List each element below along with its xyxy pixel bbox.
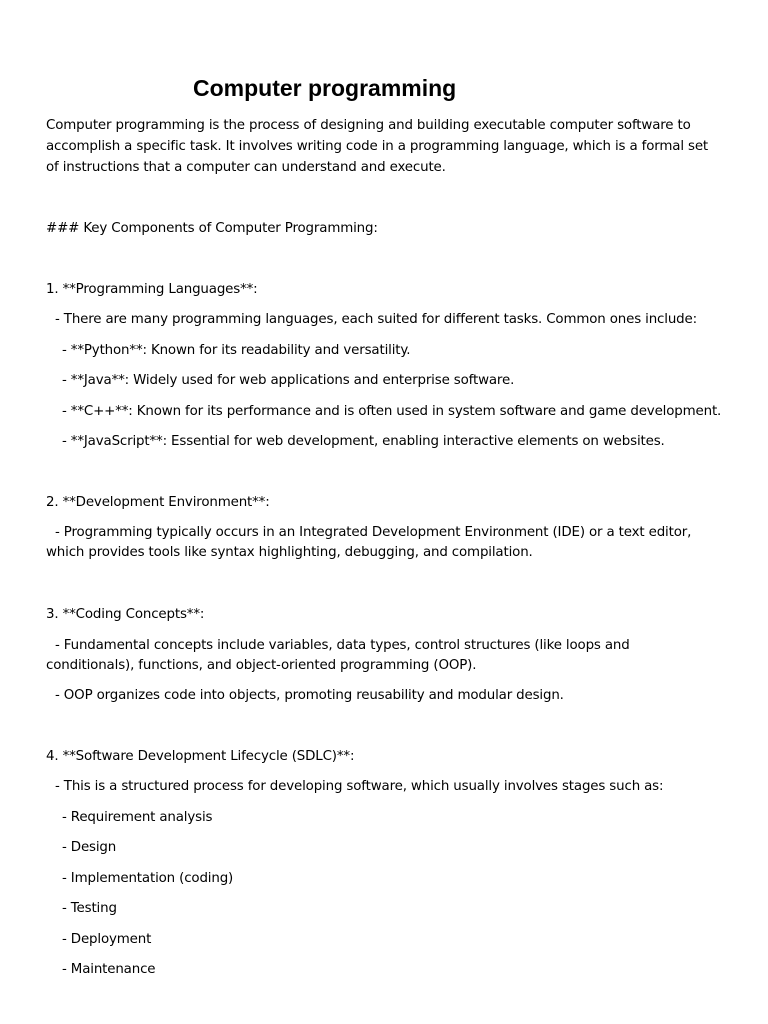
- section-heading: ### Key Components of Computer Programming:: [46, 221, 378, 236]
- environment-line-1: - Programming typically occurs in an Integrated Development Environment (IDE) or a text editor,: [55, 525, 692, 540]
- page-title: Computer programming: [193, 75, 457, 101]
- sdlc-stage: - Requirement analysis: [62, 810, 213, 825]
- sdlc-stage: - Testing: [62, 901, 117, 916]
- sdlc-stage: - Deployment: [62, 932, 152, 947]
- language-item-javascript: - **JavaScript**: Essential for web development, enabling interactive elements on websites.: [62, 434, 665, 449]
- language-item-cpp: - **C++**: Known for its performance and is often used in system software and game development.: [62, 404, 722, 419]
- concepts-line-1: - Fundamental concepts include variables, data types, control structures (like loops and: [55, 638, 630, 653]
- intro-line-3: of instructions that a computer can understand and execute.: [46, 160, 446, 175]
- concepts-heading: 3. **Coding Concepts**:: [46, 607, 205, 622]
- intro-line-1: Computer programming is the process of designing and building executable computer software to: [46, 118, 691, 133]
- intro-line-2: accomplish a specific task. It involves writing code in a programming language, which is a formal set: [46, 139, 709, 154]
- sdlc-stage: - Design: [62, 840, 117, 855]
- environment-heading: 2. **Development Environment**:: [46, 495, 270, 510]
- concepts-oop: - OOP organizes code into objects, promoting reusability and modular design.: [55, 688, 564, 703]
- sdlc-intro: - This is a structured process for developing software, which usually involves stages such as:: [55, 779, 664, 794]
- sdlc-heading: 4. **Software Development Lifecycle (SDLC)**:: [46, 749, 355, 764]
- sdlc-stage: - Implementation (coding): [62, 871, 234, 886]
- languages-heading: 1. **Programming Languages**:: [46, 282, 258, 297]
- languages-intro: - There are many programming languages, each suited for different tasks. Common ones include:: [55, 312, 697, 327]
- language-item-java: - **Java**: Widely used for web applications and enterprise software.: [62, 373, 515, 388]
- concepts-line-2: conditionals), functions, and object-oriented programming (OOP).: [46, 658, 477, 673]
- language-item-python: - **Python**: Known for its readability and versatility.: [62, 343, 411, 358]
- sdlc-stage: - Maintenance: [62, 962, 156, 977]
- environment-line-2: which provides tools like syntax highlighting, debugging, and compilation.: [46, 545, 533, 560]
